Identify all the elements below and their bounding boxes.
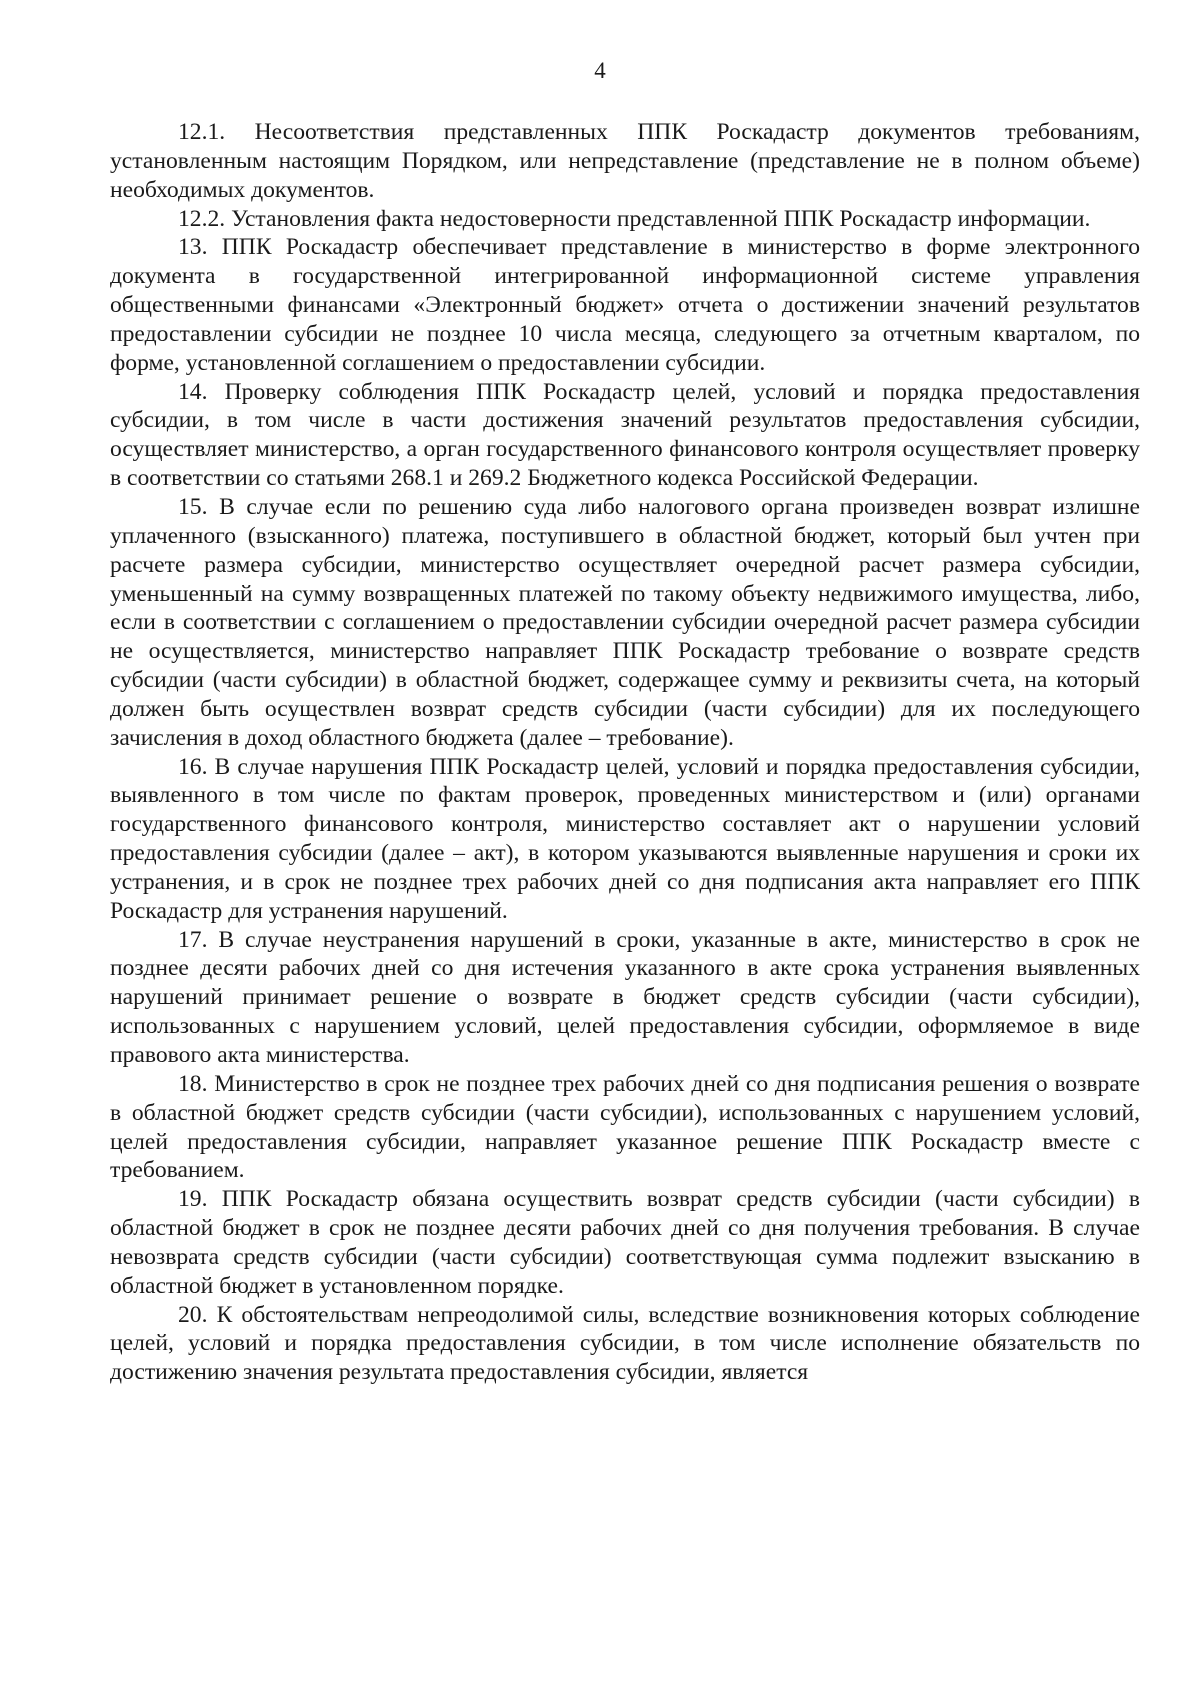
paragraph-14: 14. Проверку соблюдения ППК Роскадастр целей, условий и порядка предоставления субсидии, в том числе в части достижения значений результатов предоставления субсидии, осуществляет министерство, а орган государственного финансового контроля осуществляет проверку в соответствии со статьями 268.1 и 269.2 Бюджетного кодекса Российской Федерации. (110, 378, 1140, 492)
paragraph-12-1: 12.1. Несоответствия представленных ППК Роскадастр документов требованиям, установленным настоящим Порядком, или непредставление (представление не в полном объеме) необходимых документов. (110, 119, 1140, 203)
paragraph-13: 13. ППК Роскадастр обеспечивает представление в министерство в форме электронного документа в государственной интегрированной информационной системе управления общественными финансами «Электронный бюджет» отчета о достижении значений результатов предоставлении субсидии не позднее 10 числа месяца, следующего за отчетным кварталом, по форме, установленной соглашением о предоставлении субсидии. (110, 234, 1140, 376)
paragraph-19: 19. ППК Роскадастр обязана осуществить возврат средств субсидии (части субсидии) в областной бюджет в срок не позднее десяти рабочих дней со дня получения требования. В случае невозврата средств субсидии (части субсидии) соответствующая сумма подлежит взысканию в областной бюджет в установленном порядке. (110, 1186, 1140, 1299)
paragraph-15: 15. В случае если по решению суда либо налогового органа произведен возврат излишне уплаченного (взысканного) платежа, поступившего в областной бюджет, который был учтен при расчете размера субсидии, министерство осуществляет очередной расчет размера субсидии, уменьшенный на сумму возвращенных платежей по такому объекту недвижимого имущества, либо, если в соответствии с соглашением о предоставлении субсидии очередной расчет размера субсидии не осуществляется, министерство направляет ППК Роскадастр требование о возврате средств субсидии (части субсидии) в областной бюджет, содержащее сумму и реквизиты счета, на который должен быть осуществлен возврат средств субсидии (части субсидии) для их последующего зачисления в доход областного бюджета (далее – требование). (110, 493, 1140, 751)
paragraph-17: 17. В случае неустранения нарушений в сроки, указанные в акте, министерство в срок не позднее десяти рабочих дней со дня истечения указанного в акте срока устранения выявленных нарушений принимает решение о возврате в бюджет средств субсидии (части субсидии), использованных с нарушением условий, целей предоставления субсидии, оформляемое в виде правового акта министерства. (110, 926, 1140, 1068)
paragraph-16: 16. В случае нарушения ППК Роскадастр целей, условий и порядка предоставления субсидии, выявленного в том числе по фактам проверок, проведенных министерством и (или) органами государственного финансового контроля, министерство составляет акт о нарушении условий предоставления субсидии (далее – акт), в котором указываются выявленные нарушения и сроки их устранения, и в срок не позднее трех рабочих дней со дня подписания акта направляет его ППК Роскадастр для устранения нарушений. (110, 753, 1140, 924)
paragraph-18: 18. Министерство в срок не позднее трех рабочих дней со дня подписания решения о возврате в областной бюджет средств субсидии (части субсидии), использованных с нарушением условий, целей предоставления субсидии, направляет указанное решение ППК Роскадастр вместе с требованием. (110, 1070, 1140, 1184)
paragraph-12-2: 12.2. Установления факта недостоверности представленной ППК Роскадастр информации. (178, 205, 1091, 232)
document-body (110, 118, 1140, 1387)
page-number: 4 (594, 58, 606, 83)
paragraph-20: 20. К обстоятельствам непреодолимой силы, вследствие возникновения которых соблюдение целей, условий и порядка предоставления субсидии, в том числе исполнение обязательств по достижению значения результата предоставления субсидии, является (110, 1301, 1140, 1386)
